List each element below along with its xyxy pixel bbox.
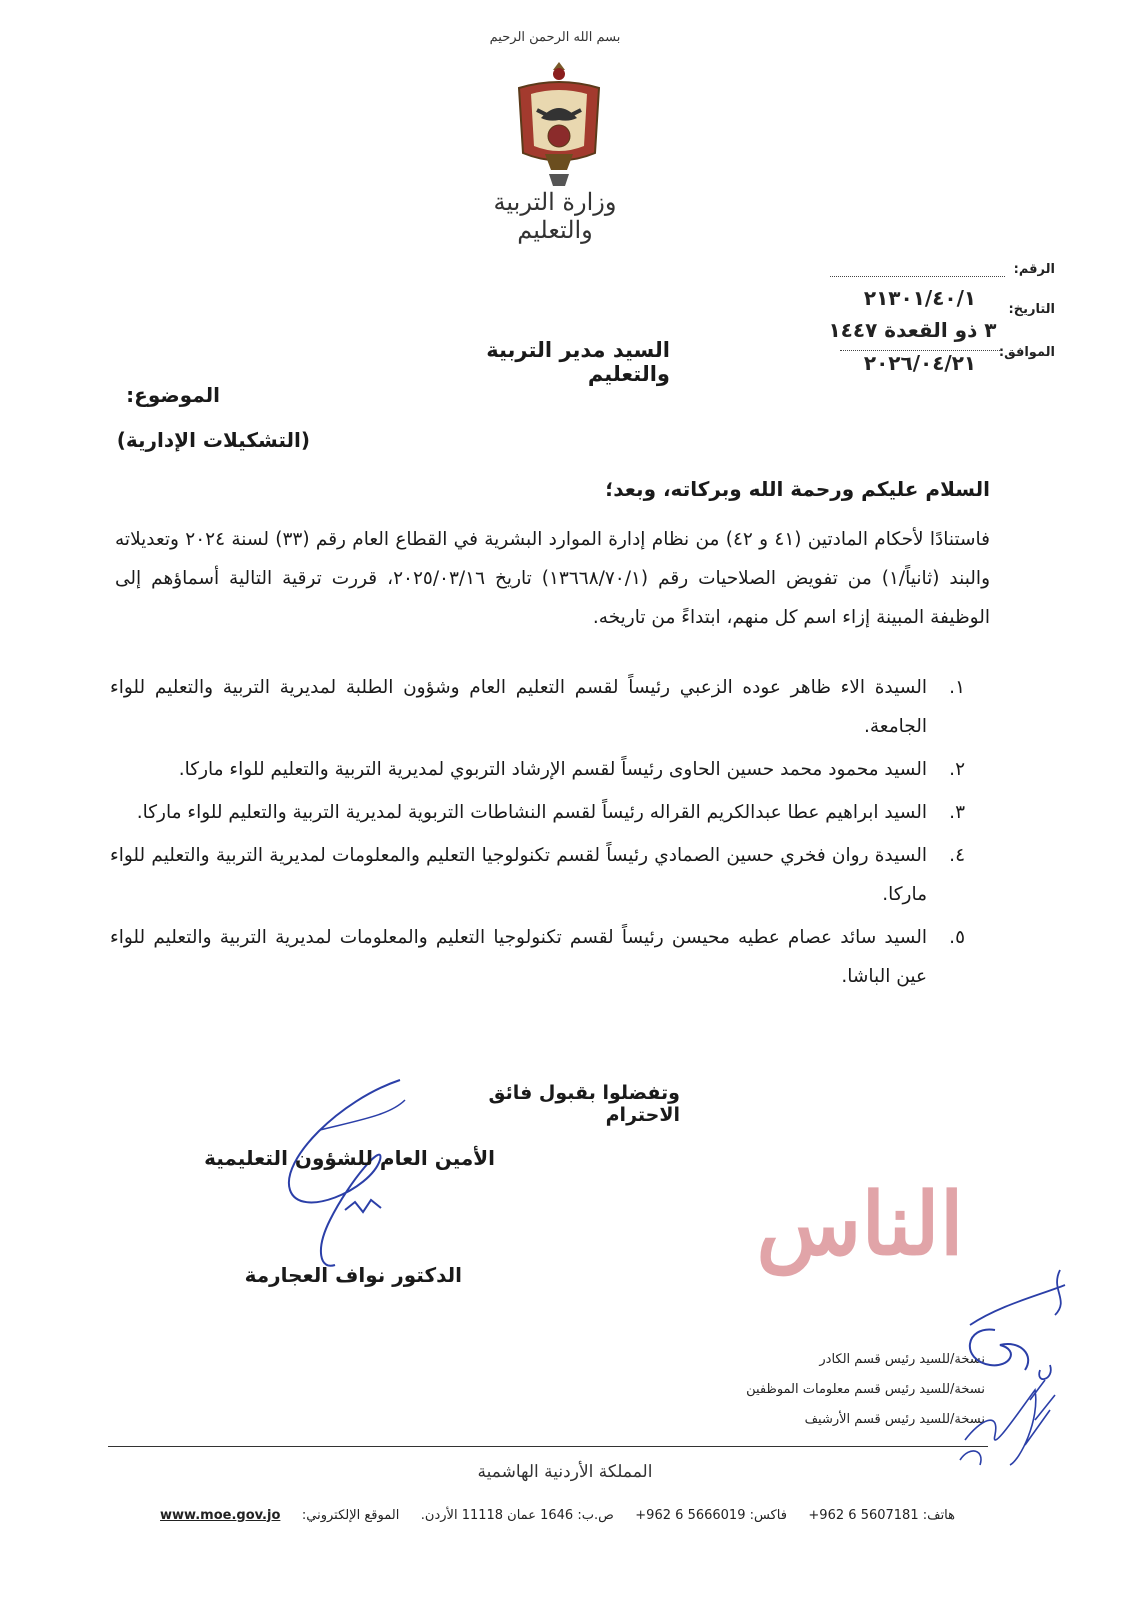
body-paragraph: فاستنادًا لأحكام المادتين (٤١ و ٤٢) من نظام إدارة الموارد البشرية في القطاع العام رقم (٣٣) لسنة ٢٠٢٤ وتعديلاته والبند (ثانياً/١) من تفويض الصلاحيات رقم (١٣٦٦٨/٧٠/١) تاريخ ٢٠٢٥/٠٣/١٦، قررت ترقية التالية أسماؤهم إلى الوظيفة المبينة إزاء اسم كل منهم، ابتداءً من تاريخه. — [115, 529, 991, 628]
list-item-text: السيد سائد عصام عطيه محيسن رئيساً لقسم تكنولوجيا التعليم والمعلومات لمديرية التربية والتعليم للواء عين الباشا. — [110, 927, 927, 987]
copy-recipient: نسخة/للسيد رئيس قسم معلومات الموظفين — [746, 1382, 985, 1397]
hijri-date: ٣ ذو القعدة ١٤٤٧ — [828, 318, 997, 342]
list-item-number: ٤. — [949, 845, 965, 866]
ministry-name: وزارة التربية والتعليم — [493, 188, 617, 244]
list-item-text: السيد محمود محمد حسين الحاوى رئيساً لقسم الإرشاد التربوي لمديرية التربية والتعليم للواء ماركا. — [178, 759, 927, 780]
kingdom-name: المملكة الأردنية الهاشمية — [477, 1462, 653, 1482]
list-item — [110, 793, 965, 832]
signatory-name: الدكتور نواف العجارمة — [244, 1263, 462, 1287]
date-label: التاريخ: — [1008, 302, 1055, 317]
basmala-text: بسم الله الرحمن الرحيم — [489, 30, 621, 45]
website-link[interactable]: www.moe.gov.jo — [160, 1507, 281, 1523]
list-item — [110, 668, 965, 746]
copy-recipient: نسخة/للسيد رئيس قسم الأرشيف — [804, 1412, 985, 1427]
reference-number-label: الرقم: — [1013, 262, 1055, 277]
list-item-number: ٣. — [949, 802, 965, 823]
recipient: السيد مدير التربية والتعليم — [486, 338, 670, 386]
coat-of-arms-icon — [509, 58, 609, 193]
signatory-title: الأمين العام للشؤون التعليمية — [204, 1146, 495, 1170]
handwritten-initials-icon — [940, 1260, 1080, 1490]
gregorian-date: ٢٠٢٦/٠٤/٢١ — [840, 350, 1000, 375]
footer-fax: فاكس: 5666019 6 962+ — [635, 1507, 787, 1523]
list-item-text: السيد ابراهيم عطا عبدالكريم القراله رئيساً لقسم النشاطات التربوية لمديرية التربية والتعليم للواء ماركا. — [136, 802, 927, 823]
list-item-number: ١. — [949, 677, 965, 698]
list-item-number: ٢. — [949, 759, 965, 780]
list-item — [110, 836, 965, 914]
footer-divider — [108, 1446, 988, 1447]
list-item — [110, 918, 965, 996]
list-item-text: السيدة الاء ظاهر عوده الزعبي رئيساً لقسم التعليم العام وشؤون الطلبة لمديرية التربية والتعليم للواء الجامعة. — [110, 677, 927, 737]
subject-label: الموضوع: — [126, 383, 220, 407]
appointments-list — [110, 668, 965, 1000]
footer-website-label: الموقع الإلكتروني: — [301, 1507, 400, 1523]
closing-text: وتفضلوا بقبول فائق الاحترام — [488, 1082, 680, 1126]
list-item-number: ٥. — [949, 927, 965, 948]
watermark-logo: الناس — [756, 1174, 964, 1275]
footer-pobox: ص.ب: 1646 عمان 11118 الأردن. — [420, 1507, 614, 1523]
handwritten-signature-icon — [260, 1070, 480, 1290]
reference-number-line — [830, 262, 1005, 277]
reference-date-value: ٢١٣٠١/٤٠/١ — [863, 286, 977, 310]
list-item-text: السيدة روان فخري حسين الصمادي رئيساً لقسم تكنولوجيا التعليم والمعلومات لمديرية التربية والتعليم للواء ماركا. — [110, 845, 927, 905]
copy-recipient: نسخة/للسيد رئيس قسم الكادر — [819, 1352, 985, 1367]
greeting: السلام عليكم ورحمة الله وبركاته، وبعد؛ — [605, 477, 990, 501]
footer-contact — [160, 1505, 955, 1525]
corresponding-label: الموافق: — [998, 345, 1055, 360]
footer-phone: هاتف: 5607181 6 962+ — [808, 1507, 955, 1523]
list-item — [110, 750, 965, 789]
subject-value: (التشكيلات الإدارية) — [116, 428, 310, 452]
